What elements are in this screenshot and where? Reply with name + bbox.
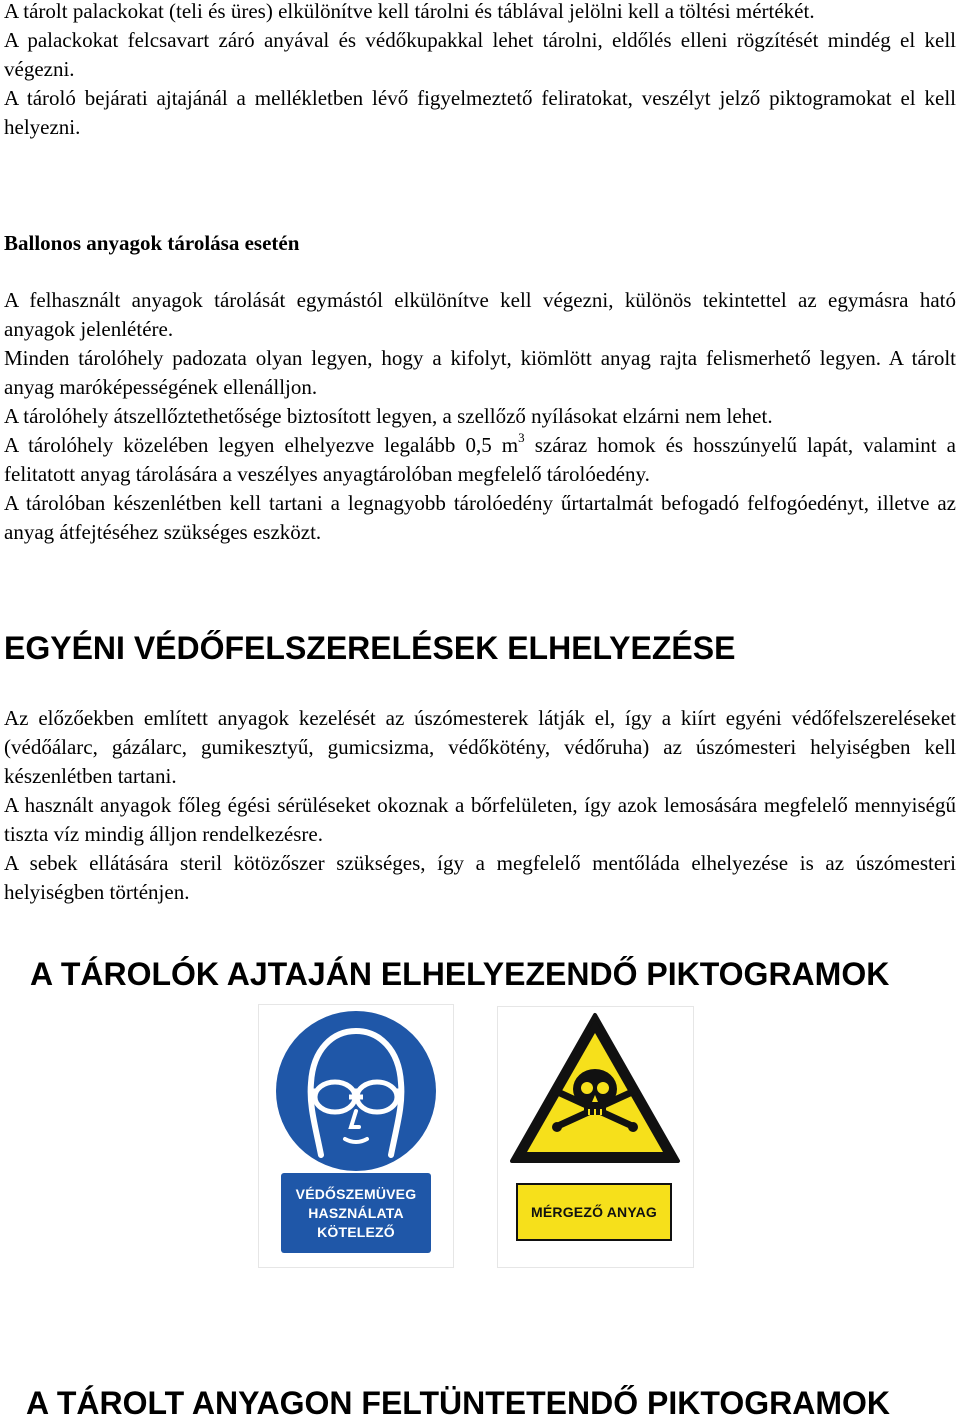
- storage-rules-block: [4, 0, 956, 142]
- paragraph: Az előzőekben említett anyagok kezelését az úszómesterek látják el, így a kiírt egyéni védőfelszereléseket (védőálarc, gázálarc, gumikesztyű, gumicsizma, védőkötény, védőruha) az úszómesteri helyiségben kell készenlétben tartani.: [4, 706, 956, 788]
- egyeni-heading: EGYÉNI VÉDŐFELSZERELÉSEK ELHELYEZÉSE: [4, 630, 736, 666]
- paragraph: Minden tárolóhely padozata olyan legyen, hogy a kifolyt, kiömlött anyag rajta felismerhető legyen. A tárolt anyag maróképességének ellenálljon.: [4, 346, 956, 399]
- text-span: száraz homok és hosszúnyelű lapát, valamint a felitatott anyag tárolására a veszélyes anyagtárolóban megfelelő tárolóedény.: [4, 433, 956, 486]
- paragraph: A palackokat felcsavart záró anyával és védőkupakkal lehet tárolni, eldőlés elleni rögzítését mindég el kell végezni.: [4, 28, 956, 81]
- sign-text-line: MÉRGEZŐ ANYAG: [530, 1204, 658, 1220]
- paragraph: A használt anyagok főleg égési sérüléseket okoznak a bőrfelületen, így azok lemosására megfelelő mennyiségű tiszta víz mindig álljon rendelkezésre.: [4, 793, 956, 846]
- poison-warning-sign: [497, 1006, 694, 1268]
- paragraph: A tárolt palackokat (teli és üres) elkülönítve kell tárolni és táblával jelölni kell a töltési mértékét.: [4, 0, 815, 23]
- poison-sign-text-panel: [516, 1183, 672, 1241]
- paragraph: A tárolóban készenlétben kell tartani a legnagyobb tárolóedény űrtartalmát befogadó felfogóedényt, illetve az anyag átfejtéséhez szükséges eszközt.: [4, 491, 956, 544]
- paragraph: A felhasznált anyagok tárolását egymástól elkülönítve kell végezni, különös tekintettel az egymásra ható anyagok jelenlétére.: [4, 288, 956, 341]
- ballon-rules-block: [4, 286, 956, 547]
- ajtajan-heading: A TÁROLÓK AJTAJÁN ELHELYEZENDŐ PIKTOGRAMOK: [30, 956, 890, 992]
- skull-crossbones-icon: [498, 1007, 693, 1177]
- paragraph: [4, 431, 956, 489]
- face-with-goggles-icon: [259, 1005, 453, 1175]
- sign-text-line: HASZNÁLATA: [308, 1204, 404, 1221]
- goggles-sign-text-panel: [281, 1173, 431, 1253]
- sign-text-line: VÉDŐSZEMÜVEG: [295, 1185, 417, 1202]
- paragraph: A tárolóhely átszellőztethetősége biztosított legyen, a szellőző nyílásokat elzárni nem lehet.: [4, 404, 773, 428]
- superscript: 3: [518, 430, 525, 445]
- text-span: A tárolóhely közelében legyen elhelyezve legalább 0,5 m: [4, 433, 519, 457]
- paragraph: A sebek ellátására steril kötözőszer szükséges, így a megfelelő mentőláda elhelyezése is az úszómesteri helyiségben történjen.: [4, 851, 956, 904]
- sign-text-line: KÖTELEZŐ: [317, 1223, 395, 1240]
- protective-equipment-block: [4, 704, 956, 907]
- anyagon-heading: A TÁROLT ANYAGON FELTÜNTETENDŐ PIKTOGRAMOK: [26, 1385, 890, 1421]
- paragraph: A tároló bejárati ajtajánál a mellékletben lévő figyelmeztető feliratokat, veszélyt jelző piktogramokat el kell helyezni.: [4, 86, 956, 139]
- goggles-mandatory-sign: [258, 1004, 454, 1268]
- ballon-heading: Ballonos anyagok tárolása esetén: [4, 231, 300, 255]
